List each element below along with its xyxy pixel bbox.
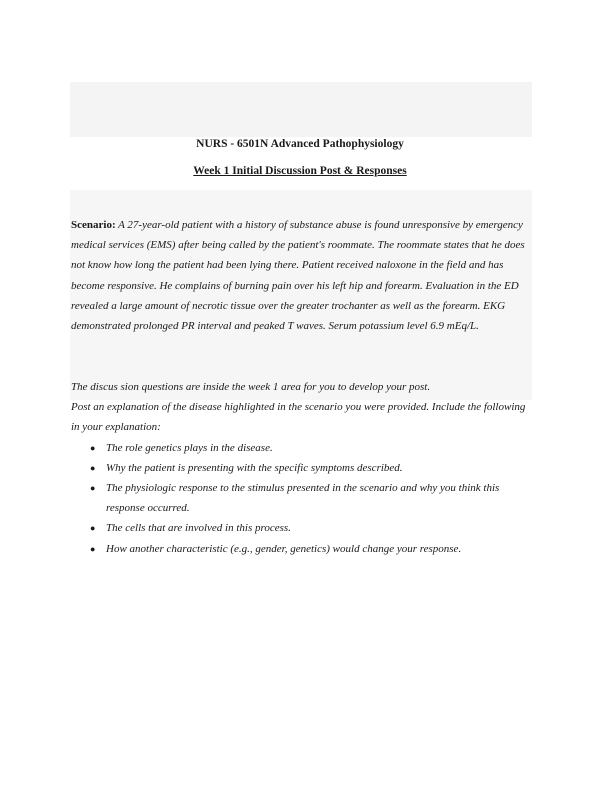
list-item-text: The cells that are involved in this process.	[106, 522, 291, 535]
bullet-icon: ●	[90, 462, 96, 473]
instructions-line-1: The discus sion questions are inside the week 1 area for you to develop your post.	[71, 381, 431, 393]
bullet-icon: ●	[90, 483, 96, 494]
list-item	[71, 518, 533, 538]
scenario-paragraph	[71, 215, 531, 336]
bullet-icon: ●	[90, 543, 96, 554]
instructions-line-2: Post an explanation of the disease highlighted in the scenario you were provided. Include the following in your explanation:	[71, 401, 526, 434]
header-shading	[70, 82, 532, 137]
requirements-list	[71, 438, 533, 559]
bullet-icon: ●	[90, 442, 96, 453]
list-item	[71, 478, 533, 518]
course-title: NURS - 6501N Advanced Pathophysiology	[196, 138, 404, 150]
list-item-text: Why the patient is presenting with the specific symptoms described.	[106, 461, 403, 474]
list-item	[71, 438, 533, 458]
scenario-text: A 27-year-old patient with a history of substance abuse is found unresponsive by emergency medical services (EMS) after being called by the patient's roommate. The roommate states that he does not know how long the patient had been lying there. Patient received naloxone in the field and has become responsive. He complains of burning pain over his left hip and forearm. Evaluation in the ED revealed a large amount of necrotic tissue over the greater trochanter as well as the forearm. EKG demonstrated prolonged PR interval and peaked T waves. Serum potassium level 6.9 mEq/L.	[71, 219, 525, 333]
list-item	[71, 458, 533, 478]
scenario-label: Scenario:	[71, 219, 116, 231]
list-item-text: The role genetics plays in the disease.	[106, 441, 273, 454]
list-item-text: The physiologic response to the stimulus presented in the scenario and why you think this response occurred.	[106, 482, 500, 515]
bullet-icon: ●	[90, 523, 96, 534]
list-item-text: How another characteristic (e.g., gender, genetics) would change your response.	[106, 542, 462, 555]
list-item	[71, 539, 533, 559]
instructions-block	[71, 377, 533, 559]
document-subtitle: Week 1 Initial Discussion Post & Responses	[193, 165, 407, 177]
